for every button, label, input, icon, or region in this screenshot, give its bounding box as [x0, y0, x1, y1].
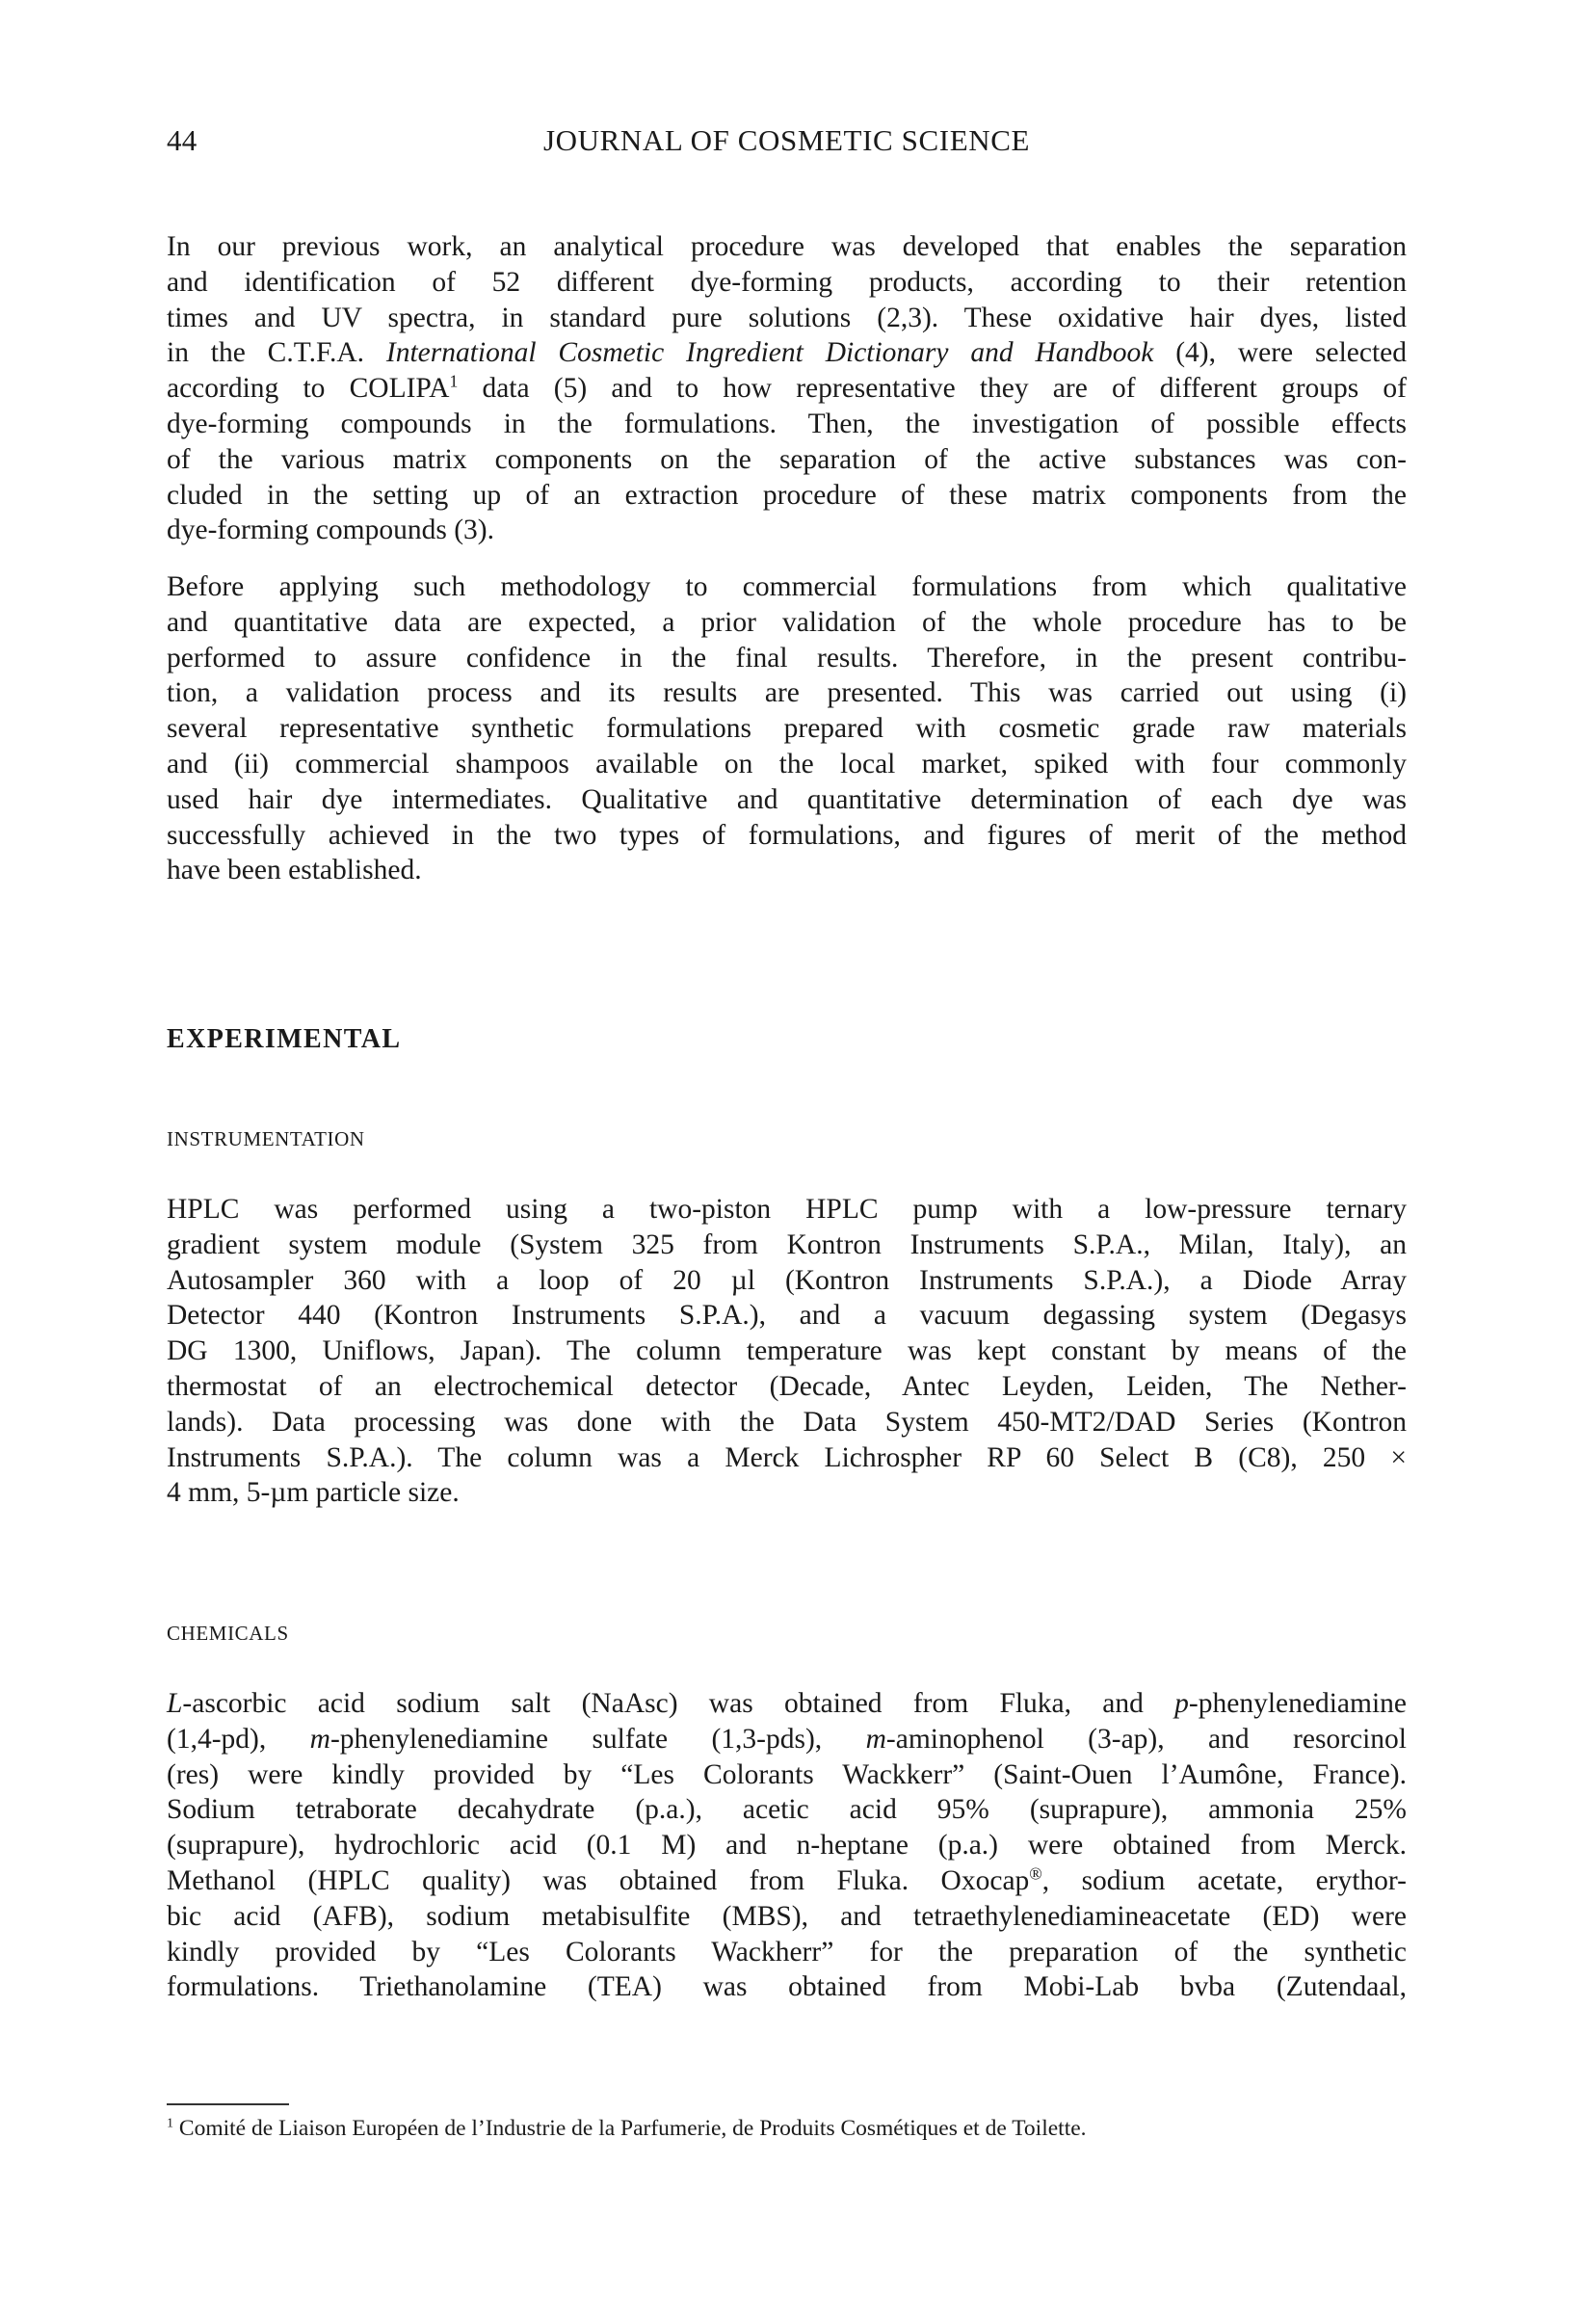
- text-line: Sodium tetraborate decahydrate (p.a.), acetic acid 95% (suprapure), ammonia 25%: [167, 1794, 1407, 1826]
- text-line: cluded in the setting up of an extraction procedure of these matrix components from the: [167, 479, 1407, 511]
- footnote-text: Comité de Liaison Européen de l’Industrie de la Parfumerie, de Produits Cosmétiques et de Toilette.: [173, 2116, 1087, 2141]
- text-line: Before applying such methodology to commercial formulations from which qualitative: [167, 571, 1407, 602]
- text-line: used hair dye intermediates. Qualitative and quantitative determination of each dye was: [167, 783, 1407, 815]
- text-line: thermostat of an electrochemical detector (Decade, Antec Leyden, Leiden, The Nether-: [167, 1370, 1407, 1402]
- text-line: successfully achieved in the two types of formulations, and figures of merit of the method: [167, 819, 1407, 851]
- text-line: times and UV spectra, in standard pure solutions (2,3). These oxidative hair dyes, listed: [167, 302, 1407, 333]
- subsection-heading-chemicals: CHEMICALS: [167, 1622, 289, 1645]
- chemicals-paragraph: [167, 1686, 1407, 2005]
- text-line: and (ii) commercial shampoos available on the local market, spiked with four commonly: [167, 748, 1407, 779]
- text-line: Detector 440 (Kontron Instruments S.P.A.), and a vacuum degassing system (Degasys: [167, 1300, 1407, 1332]
- instrumentation-paragraph: [167, 1192, 1407, 1511]
- page-number: 44: [167, 123, 198, 157]
- text-line: bic acid (AFB), sodium metabisulfite (MBS), and tetraethylenediamineacetate (ED) were: [167, 1900, 1407, 1932]
- intro-paragraph-2: [167, 569, 1407, 888]
- text-line: kindly provided by “Les Colorants Wackherr” for the preparation of the synthetic: [167, 1936, 1407, 1967]
- text-line: and quantitative data are expected, a prior validation of the whole procedure has to be: [167, 606, 1407, 638]
- text-line: (suprapure), hydrochloric acid (0.1 M) and n-heptane (p.a.) were obtained from Merck.: [167, 1830, 1407, 1862]
- text-line: L-ascorbic acid sodium salt (NaAsc) was obtained from Fluka, and p-phenylenediamine: [167, 1688, 1407, 1719]
- text-line: lands). Data processing was done with the Data System 450-MT2/DAD Series (Kontron: [167, 1406, 1407, 1438]
- text-line: Autosampler 360 with a loop of 20 µl (Kontron Instruments S.P.A.), a Diode Array: [167, 1264, 1407, 1296]
- intro-paragraph-1: [167, 229, 1407, 548]
- text-line: (res) were kindly provided by “Les Colorants Wackkerr” (Saint-Ouen l’Aumône, France).: [167, 1758, 1407, 1790]
- text-line: formulations. Triethanolamine (TEA) was obtained from Mobi-Lab bvba (Zutendaal,: [167, 1971, 1407, 2003]
- footnote-marker: 1: [167, 2115, 174, 2131]
- running-head: [167, 123, 1407, 162]
- footnote: [167, 2116, 1087, 2142]
- text-line: dye-forming compounds (3).: [167, 515, 494, 546]
- text-line: have been established.: [167, 855, 422, 886]
- text-line: according to COLIPA$^1$ data (5) and to how representative they are of different groups of: [167, 371, 1408, 405]
- text-line: in the C.T.F.A. International Cosmetic Ingredient Dictionary and Handbook (4), were selected: [167, 337, 1407, 369]
- text-line: several representative synthetic formulations prepared with cosmetic grade raw materials: [167, 713, 1407, 745]
- text-line: In our previous work, an analytical procedure was developed that enables the separation: [167, 231, 1407, 262]
- text-line: DG 1300, Uniflows, Japan). The column temperature was kept constant by means of the: [167, 1335, 1407, 1367]
- section-heading-experimental: EXPERIMENTAL: [167, 1024, 402, 1054]
- text-line: dye-forming compounds in the formulations. Then, the investigation of possible effects: [167, 408, 1407, 439]
- journal-title: JOURNAL OF COSMETIC SCIENCE: [542, 123, 1031, 157]
- text-line: 4 mm, 5-µm particle size.: [167, 1477, 460, 1509]
- text-line: HPLC was performed using a two-piston HPLC pump with a low-pressure ternary: [167, 1194, 1407, 1225]
- text-line: of the various matrix components on the separation of the active substances was con-: [167, 443, 1407, 475]
- subsection-heading-instrumentation: INSTRUMENTATION: [167, 1127, 365, 1150]
- text-line: Methanol (HPLC quality) was obtained from Fluka. Oxocap®, sodium acetate, erythor-: [167, 1863, 1407, 1896]
- text-line: Instruments S.P.A.). The column was a Merck Lichrospher RP 60 Select B (C8), 250 ×: [167, 1441, 1407, 1473]
- text-line: (1,4-pd), m-phenylenediamine sulfate (1,3-pds), m-aminophenol (3-ap), and resorcinol: [167, 1723, 1407, 1755]
- text-line: gradient system module (System 325 from Kontron Instruments S.P.A., Milan, Italy), an: [167, 1228, 1407, 1260]
- text-line: performed to assure confidence in the final results. Therefore, in the present contribu-: [167, 642, 1407, 673]
- text-line: and identification of 52 different dye-forming products, according to their retention: [167, 266, 1407, 298]
- footnote-divider: [167, 2103, 289, 2105]
- text-line: tion, a validation process and its results are presented. This was carried out using (i): [167, 677, 1407, 709]
